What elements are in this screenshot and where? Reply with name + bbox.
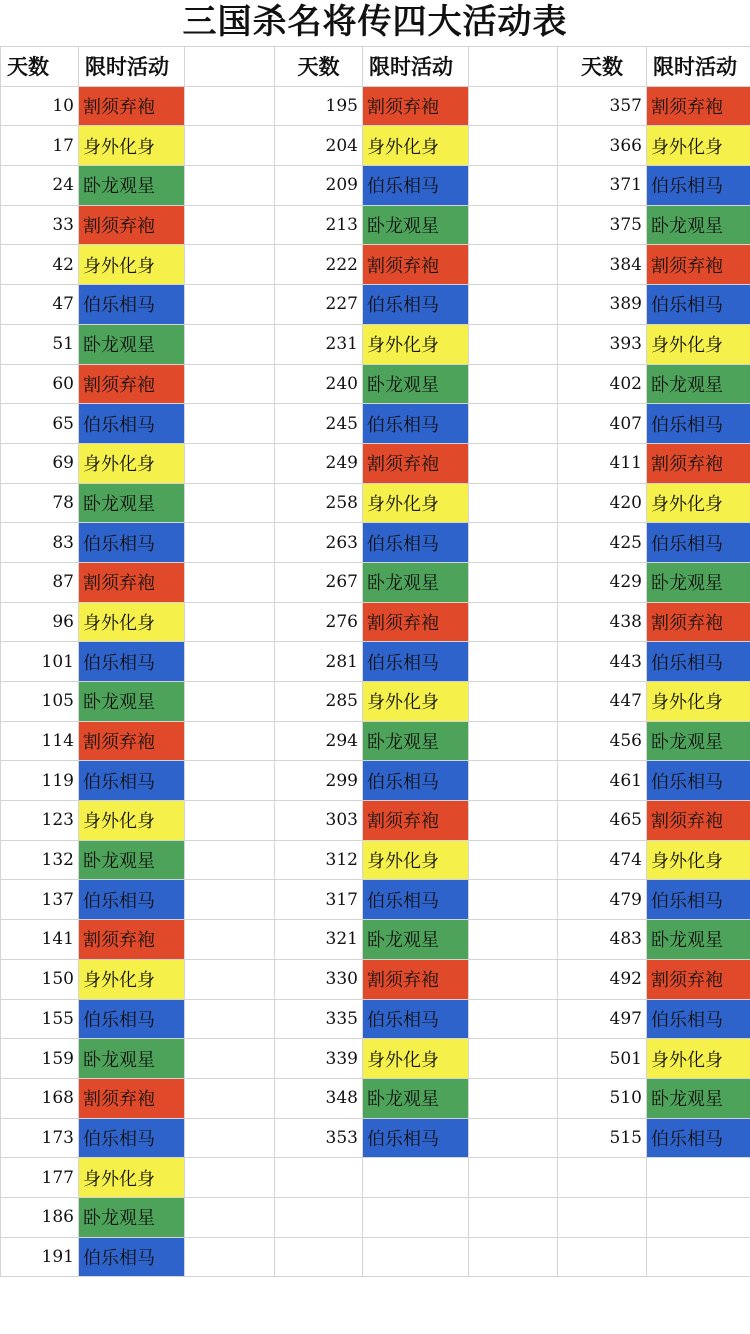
activity-cell: 伯乐相马: [647, 999, 750, 1039]
day-cell: 407: [558, 404, 647, 444]
activity-cell: 伯乐相马: [647, 880, 750, 920]
activity-cell: 割须弃袍: [363, 86, 469, 126]
day-cell: [275, 1237, 363, 1277]
table-row: [1, 1039, 750, 1079]
activity-cell: 伯乐相马: [647, 1118, 750, 1158]
activity-cell: [363, 1237, 469, 1277]
empty-cell: [469, 523, 558, 563]
day-cell: 447: [558, 682, 647, 722]
activity-cell: 身外化身: [79, 801, 185, 841]
activity-cell: 身外化身: [79, 443, 185, 483]
activity-cell: 卧龙观星: [79, 1039, 185, 1079]
activity-cell: 卧龙观星: [79, 483, 185, 523]
day-header: 天数: [275, 47, 363, 87]
activity-cell: 伯乐相马: [363, 404, 469, 444]
day-cell: 51: [1, 324, 79, 364]
day-cell: 479: [558, 880, 647, 920]
day-cell: 83: [1, 523, 79, 563]
activity-cell: 卧龙观星: [647, 920, 750, 960]
day-cell: 402: [558, 364, 647, 404]
table-row: [1, 999, 750, 1039]
activity-cell: 伯乐相马: [79, 1118, 185, 1158]
day-cell: 317: [275, 880, 363, 920]
day-cell: 263: [275, 523, 363, 563]
activity-header: 限时活动: [363, 47, 469, 87]
activity-cell: 伯乐相马: [363, 166, 469, 206]
empty-cell: [469, 1078, 558, 1118]
day-cell: 69: [1, 443, 79, 483]
day-cell: 267: [275, 562, 363, 602]
empty-cell: [469, 1197, 558, 1237]
table-row: [1, 682, 750, 722]
activity-cell: 身外化身: [363, 126, 469, 166]
empty-cell: [469, 1237, 558, 1277]
activity-cell: 身外化身: [647, 1039, 750, 1079]
empty-cell: [185, 205, 275, 245]
day-cell: 357: [558, 86, 647, 126]
empty-cell: [469, 602, 558, 642]
day-cell: 24: [1, 166, 79, 206]
table-row: [1, 285, 750, 325]
table-row: [1, 801, 750, 841]
day-cell: 87: [1, 562, 79, 602]
table-row: [1, 86, 750, 126]
day-cell: 497: [558, 999, 647, 1039]
day-cell: 245: [275, 404, 363, 444]
day-cell: 375: [558, 205, 647, 245]
day-cell: 510: [558, 1078, 647, 1118]
activity-cell: 伯乐相马: [363, 523, 469, 563]
header-row: [1, 47, 750, 87]
empty-cell: [469, 761, 558, 801]
empty-cell: [469, 880, 558, 920]
empty-cell: [469, 562, 558, 602]
table-row: [1, 1078, 750, 1118]
table-row: [1, 523, 750, 563]
empty-cell: [185, 1039, 275, 1079]
empty-cell: [469, 721, 558, 761]
empty-cell: [185, 1197, 275, 1237]
empty-cell: [185, 959, 275, 999]
empty-cell: [185, 126, 275, 166]
empty-cell: [185, 166, 275, 206]
day-cell: 177: [1, 1158, 79, 1198]
table-row: [1, 364, 750, 404]
day-cell: 438: [558, 602, 647, 642]
table-row: [1, 642, 750, 682]
day-cell: 231: [275, 324, 363, 364]
day-cell: 474: [558, 840, 647, 880]
day-cell: 393: [558, 324, 647, 364]
activity-cell: 卧龙观星: [79, 166, 185, 206]
activity-cell: 伯乐相马: [363, 880, 469, 920]
day-cell: 65: [1, 404, 79, 444]
day-cell: 303: [275, 801, 363, 841]
day-cell: 33: [1, 205, 79, 245]
page-title: 三国杀名将传四大活动表: [0, 0, 750, 47]
activity-cell: 身外化身: [363, 1039, 469, 1079]
empty-cell: [185, 324, 275, 364]
activity-cell: 割须弃袍: [79, 721, 185, 761]
day-cell: 299: [275, 761, 363, 801]
activity-cell: 卧龙观星: [363, 721, 469, 761]
day-cell: 411: [558, 443, 647, 483]
activity-cell: 伯乐相马: [79, 999, 185, 1039]
activity-cell: 卧龙观星: [647, 364, 750, 404]
empty-cell: [469, 483, 558, 523]
day-cell: 281: [275, 642, 363, 682]
day-header: 天数: [1, 47, 79, 87]
day-cell: 384: [558, 245, 647, 285]
table-row: [1, 562, 750, 602]
empty-cell: [469, 1158, 558, 1198]
activity-table: [0, 46, 750, 1277]
day-cell: 155: [1, 999, 79, 1039]
activity-cell: 割须弃袍: [647, 602, 750, 642]
activity-cell: 割须弃袍: [79, 205, 185, 245]
activity-header: 限时活动: [79, 47, 185, 87]
empty-cell: [469, 285, 558, 325]
activity-cell: 身外化身: [363, 324, 469, 364]
empty-cell: [185, 523, 275, 563]
day-cell: 132: [1, 840, 79, 880]
activity-cell: 卧龙观星: [79, 1197, 185, 1237]
day-cell: 173: [1, 1118, 79, 1158]
empty-cell: [185, 1078, 275, 1118]
empty-cell: [185, 880, 275, 920]
activity-cell: 伯乐相马: [647, 761, 750, 801]
empty-cell: [469, 166, 558, 206]
day-cell: 339: [275, 1039, 363, 1079]
activity-cell: 割须弃袍: [647, 245, 750, 285]
day-cell: 501: [558, 1039, 647, 1079]
table-row: [1, 245, 750, 285]
day-cell: 348: [275, 1078, 363, 1118]
activity-cell: [363, 1197, 469, 1237]
day-cell: 96: [1, 602, 79, 642]
day-cell: 195: [275, 86, 363, 126]
day-cell: [275, 1158, 363, 1198]
table-row: [1, 166, 750, 206]
activity-header: 限时活动: [647, 47, 750, 87]
activity-cell: 割须弃袍: [79, 1078, 185, 1118]
activity-cell: 卧龙观星: [647, 205, 750, 245]
activity-cell: [363, 1158, 469, 1198]
table-row: [1, 1158, 750, 1198]
activity-cell: 身外化身: [79, 602, 185, 642]
empty-cell: [185, 562, 275, 602]
day-cell: 213: [275, 205, 363, 245]
day-cell: 366: [558, 126, 647, 166]
empty-cell: [185, 483, 275, 523]
table-row: [1, 1237, 750, 1277]
day-cell: 186: [1, 1197, 79, 1237]
empty-cell: [469, 642, 558, 682]
activity-cell: 身外化身: [79, 126, 185, 166]
day-cell: 10: [1, 86, 79, 126]
day-cell: 119: [1, 761, 79, 801]
activity-cell: 卧龙观星: [647, 721, 750, 761]
activity-cell: 割须弃袍: [647, 959, 750, 999]
empty-cell: [185, 404, 275, 444]
activity-cell: 伯乐相马: [647, 642, 750, 682]
day-cell: 294: [275, 721, 363, 761]
activity-cell: 身外化身: [79, 245, 185, 285]
empty-cell: [185, 840, 275, 880]
empty-cell: [469, 404, 558, 444]
activity-cell: 伯乐相马: [647, 404, 750, 444]
activity-cell: 卧龙观星: [363, 920, 469, 960]
activity-cell: 伯乐相马: [79, 404, 185, 444]
activity-cell: 伯乐相马: [363, 999, 469, 1039]
activity-cell: 伯乐相马: [79, 880, 185, 920]
day-cell: 209: [275, 166, 363, 206]
day-cell: 204: [275, 126, 363, 166]
activity-cell: 伯乐相马: [79, 523, 185, 563]
activity-cell: 伯乐相马: [363, 642, 469, 682]
day-cell: 123: [1, 801, 79, 841]
table-row: [1, 840, 750, 880]
activity-cell: 割须弃袍: [79, 920, 185, 960]
activity-cell: 伯乐相马: [79, 285, 185, 325]
activity-cell: 伯乐相马: [363, 285, 469, 325]
activity-cell: 割须弃袍: [79, 364, 185, 404]
day-cell: 47: [1, 285, 79, 325]
empty-cell: [469, 682, 558, 722]
activity-cell: 身外化身: [647, 126, 750, 166]
activity-cell: 割须弃袍: [363, 959, 469, 999]
empty-cell: [185, 721, 275, 761]
day-cell: 276: [275, 602, 363, 642]
table-row: [1, 404, 750, 444]
day-cell: 335: [275, 999, 363, 1039]
day-cell: 249: [275, 443, 363, 483]
activity-cell: 割须弃袍: [647, 443, 750, 483]
table-row: [1, 126, 750, 166]
day-cell: 137: [1, 880, 79, 920]
day-cell: 321: [275, 920, 363, 960]
empty-cell: [185, 642, 275, 682]
table-row: [1, 721, 750, 761]
day-cell: 353: [275, 1118, 363, 1158]
empty-cell: [185, 86, 275, 126]
table-row: [1, 959, 750, 999]
empty-cell: [469, 801, 558, 841]
empty-cell: [469, 999, 558, 1039]
activity-cell: 割须弃袍: [363, 245, 469, 285]
empty-cell: [185, 47, 275, 87]
activity-cell: 身外化身: [363, 682, 469, 722]
table-row: [1, 920, 750, 960]
day-cell: 425: [558, 523, 647, 563]
activity-cell: 割须弃袍: [363, 801, 469, 841]
empty-cell: [185, 602, 275, 642]
empty-cell: [185, 801, 275, 841]
activity-cell: 伯乐相马: [363, 1118, 469, 1158]
day-header: 天数: [558, 47, 647, 87]
day-cell: 389: [558, 285, 647, 325]
empty-cell: [469, 443, 558, 483]
empty-cell: [469, 47, 558, 87]
activity-cell: 身外化身: [79, 959, 185, 999]
day-cell: 42: [1, 245, 79, 285]
table-row: [1, 1197, 750, 1237]
day-cell: 483: [558, 920, 647, 960]
day-cell: 371: [558, 166, 647, 206]
empty-cell: [185, 999, 275, 1039]
day-cell: 222: [275, 245, 363, 285]
empty-cell: [185, 920, 275, 960]
day-cell: 312: [275, 840, 363, 880]
day-cell: 443: [558, 642, 647, 682]
day-cell: 461: [558, 761, 647, 801]
activity-cell: [647, 1237, 750, 1277]
activity-cell: 割须弃袍: [79, 562, 185, 602]
day-cell: [275, 1197, 363, 1237]
activity-cell: 卧龙观星: [363, 1078, 469, 1118]
day-cell: 420: [558, 483, 647, 523]
activity-cell: 割须弃袍: [79, 86, 185, 126]
day-cell: [558, 1158, 647, 1198]
activity-cell: 伯乐相马: [79, 642, 185, 682]
empty-cell: [469, 205, 558, 245]
day-cell: [558, 1197, 647, 1237]
day-cell: 429: [558, 562, 647, 602]
activity-cell: 卧龙观星: [363, 364, 469, 404]
day-cell: 191: [1, 1237, 79, 1277]
activity-cell: 伯乐相马: [647, 166, 750, 206]
activity-cell: 身外化身: [363, 483, 469, 523]
empty-cell: [185, 443, 275, 483]
activity-cell: 身外化身: [647, 483, 750, 523]
table-row: [1, 1118, 750, 1158]
empty-cell: [469, 1118, 558, 1158]
activity-cell: 卧龙观星: [647, 1078, 750, 1118]
empty-cell: [185, 761, 275, 801]
empty-cell: [469, 86, 558, 126]
activity-cell: 割须弃袍: [363, 443, 469, 483]
empty-cell: [469, 364, 558, 404]
day-cell: 105: [1, 682, 79, 722]
activity-cell: 身外化身: [647, 682, 750, 722]
empty-cell: [185, 1158, 275, 1198]
activity-cell: 伯乐相马: [647, 285, 750, 325]
table-row: [1, 483, 750, 523]
activity-cell: 卧龙观星: [79, 840, 185, 880]
day-cell: 515: [558, 1118, 647, 1158]
empty-cell: [469, 920, 558, 960]
empty-cell: [185, 1237, 275, 1277]
activity-cell: 卧龙观星: [363, 562, 469, 602]
activity-cell: 割须弃袍: [363, 602, 469, 642]
activity-cell: 伯乐相马: [79, 1237, 185, 1277]
empty-cell: [185, 682, 275, 722]
table-row: [1, 443, 750, 483]
empty-cell: [185, 285, 275, 325]
activity-cell: 伯乐相马: [79, 761, 185, 801]
empty-cell: [469, 1039, 558, 1079]
day-cell: 78: [1, 483, 79, 523]
day-cell: 168: [1, 1078, 79, 1118]
activity-cell: 身外化身: [363, 840, 469, 880]
day-cell: 258: [275, 483, 363, 523]
activity-cell: 身外化身: [79, 1158, 185, 1198]
empty-cell: [469, 245, 558, 285]
activity-cell: 卧龙观星: [363, 205, 469, 245]
table-row: [1, 324, 750, 364]
activity-cell: 卧龙观星: [647, 562, 750, 602]
day-cell: [558, 1237, 647, 1277]
activity-cell: 卧龙观星: [79, 682, 185, 722]
empty-cell: [469, 126, 558, 166]
day-cell: 227: [275, 285, 363, 325]
activity-cell: 伯乐相马: [647, 523, 750, 563]
activity-cell: 身外化身: [647, 840, 750, 880]
day-cell: 285: [275, 682, 363, 722]
table-row: [1, 205, 750, 245]
activity-sheet: [0, 46, 750, 1277]
table-row: [1, 880, 750, 920]
activity-cell: 割须弃袍: [647, 86, 750, 126]
activity-cell: 伯乐相马: [363, 761, 469, 801]
day-cell: 492: [558, 959, 647, 999]
table-row: [1, 761, 750, 801]
day-cell: 150: [1, 959, 79, 999]
day-cell: 141: [1, 920, 79, 960]
empty-cell: [185, 245, 275, 285]
empty-cell: [185, 1118, 275, 1158]
activity-cell: [647, 1158, 750, 1198]
day-cell: 465: [558, 801, 647, 841]
table-row: [1, 602, 750, 642]
empty-cell: [469, 840, 558, 880]
empty-cell: [469, 324, 558, 364]
day-cell: 240: [275, 364, 363, 404]
day-cell: 330: [275, 959, 363, 999]
day-cell: 159: [1, 1039, 79, 1079]
day-cell: 101: [1, 642, 79, 682]
activity-cell: 身外化身: [647, 324, 750, 364]
empty-cell: [185, 364, 275, 404]
day-cell: 456: [558, 721, 647, 761]
empty-cell: [469, 959, 558, 999]
day-cell: 60: [1, 364, 79, 404]
day-cell: 114: [1, 721, 79, 761]
activity-cell: 卧龙观星: [79, 324, 185, 364]
activity-cell: [647, 1197, 750, 1237]
activity-cell: 割须弃袍: [647, 801, 750, 841]
day-cell: 17: [1, 126, 79, 166]
